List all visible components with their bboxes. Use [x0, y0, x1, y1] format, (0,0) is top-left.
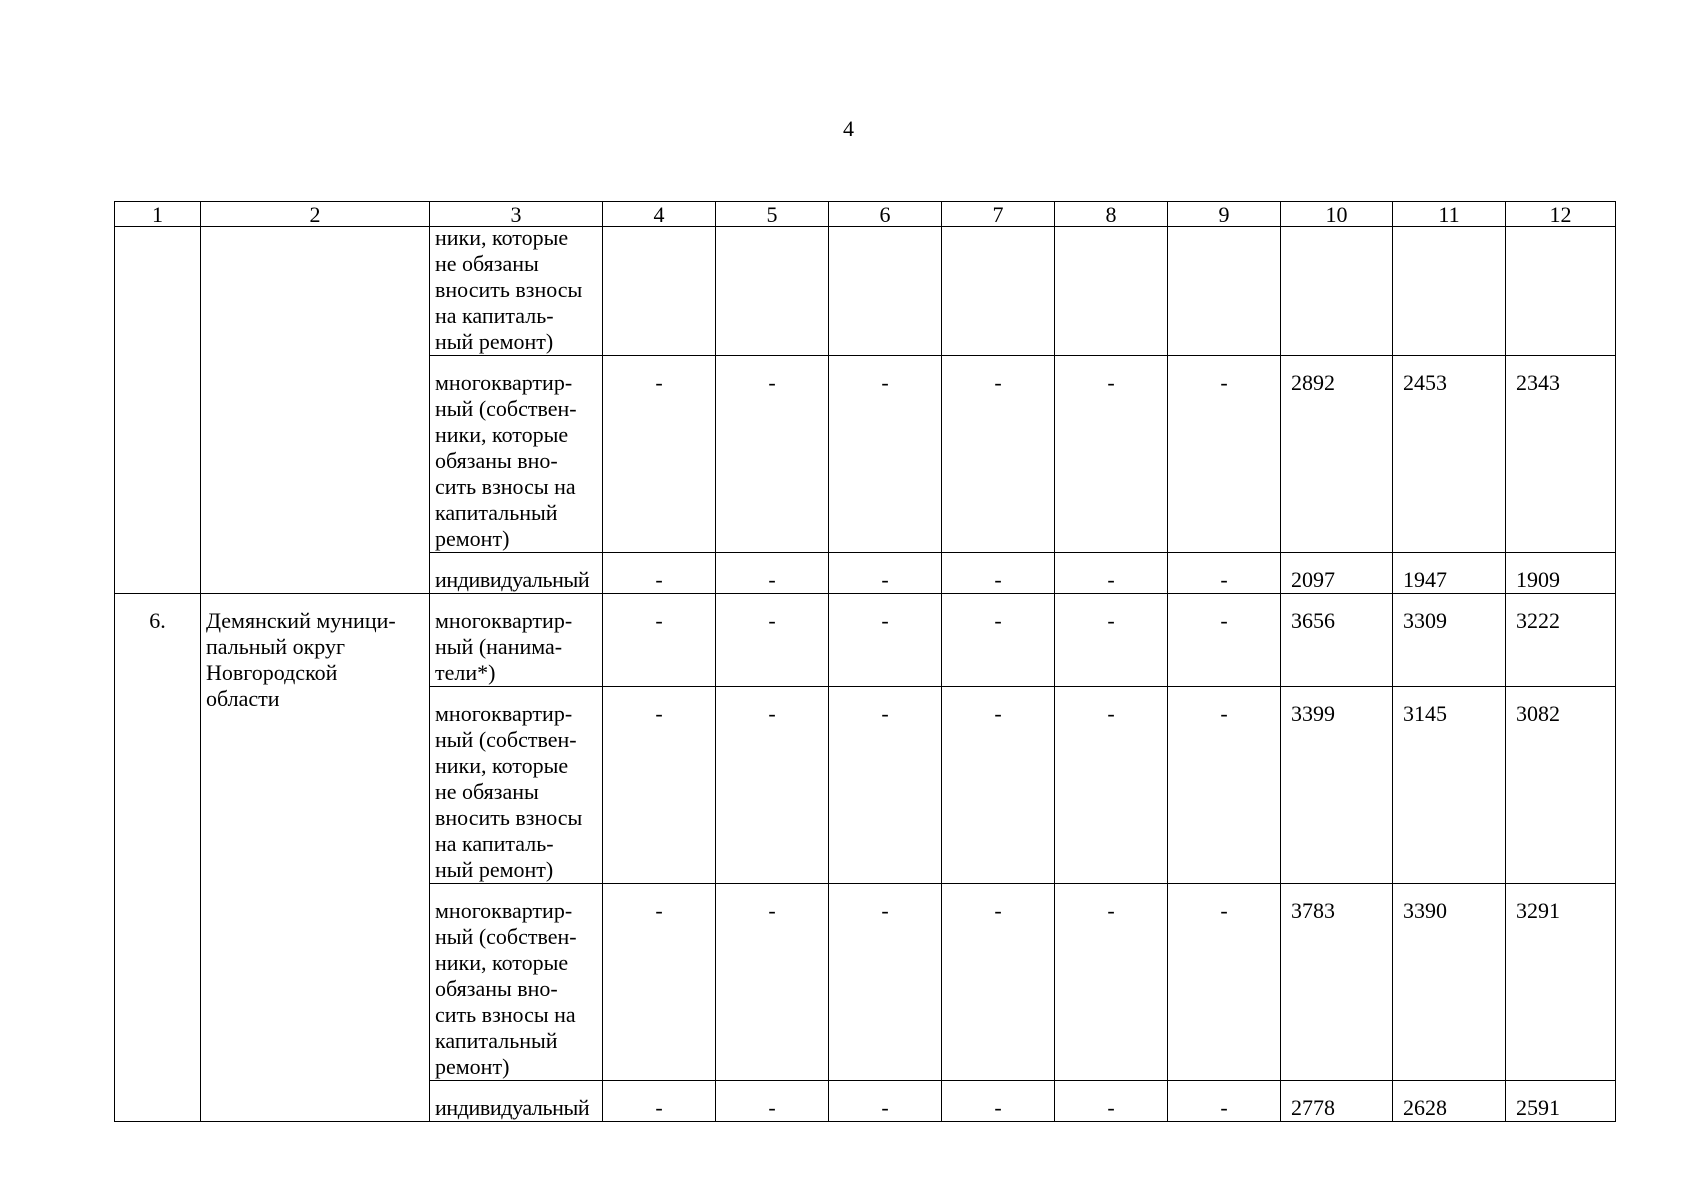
column-header: 3: [430, 202, 603, 227]
value-cell: -: [829, 553, 942, 594]
housing-type-cell: индивидуальный: [430, 1081, 603, 1122]
housing-type-cell: многоквартир- ный (собствен- ники, которые обязаны вно- сить взносы на капитальный ремонт): [430, 884, 603, 1081]
column-header: 5: [716, 202, 829, 227]
value-cell: [1393, 227, 1506, 356]
value-cell: 3145: [1393, 687, 1506, 884]
value-cell: -: [603, 1081, 716, 1122]
value-cell: -: [603, 553, 716, 594]
column-header: 9: [1168, 202, 1281, 227]
value-cell: 2628: [1393, 1081, 1506, 1122]
value-cell: -: [942, 594, 1055, 687]
column-number-row: [115, 202, 1616, 227]
column-header: 12: [1506, 202, 1616, 227]
value-cell: 3222: [1506, 594, 1616, 687]
value-cell: 2343: [1506, 356, 1616, 553]
column-header: 6: [829, 202, 942, 227]
value-cell: -: [716, 884, 829, 1081]
value-cell: 3082: [1506, 687, 1616, 884]
table-row: [115, 227, 1616, 356]
value-cell: -: [1055, 1081, 1168, 1122]
municipality-cell: Демянский муници- пальный округ Новгородской области: [201, 594, 430, 1122]
value-cell: [1168, 227, 1281, 356]
value-cell: -: [942, 687, 1055, 884]
value-cell: [716, 227, 829, 356]
value-cell: -: [1168, 687, 1281, 884]
value-cell: -: [716, 553, 829, 594]
tariff-table: [114, 201, 1616, 1122]
value-cell: -: [1055, 884, 1168, 1081]
table-row: [115, 594, 1616, 687]
value-cell: 1909: [1506, 553, 1616, 594]
value-cell: 1947: [1393, 553, 1506, 594]
value-cell: -: [716, 1081, 829, 1122]
value-cell: -: [942, 884, 1055, 1081]
value-cell: -: [1055, 356, 1168, 553]
housing-type-cell: ники, которые не обязаны вносить взносы на капиталь- ный ремонт): [430, 227, 603, 356]
value-cell: -: [603, 687, 716, 884]
value-cell: 2892: [1281, 356, 1393, 553]
value-cell: -: [1168, 1081, 1281, 1122]
value-cell: [829, 227, 942, 356]
value-cell: 3291: [1506, 884, 1616, 1081]
value-cell: 3399: [1281, 687, 1393, 884]
value-cell: -: [829, 687, 942, 884]
municipality-cell: [201, 227, 430, 594]
value-cell: -: [1168, 553, 1281, 594]
value-cell: 2453: [1393, 356, 1506, 553]
value-cell: -: [1055, 553, 1168, 594]
value-cell: -: [603, 884, 716, 1081]
value-cell: -: [942, 356, 1055, 553]
housing-type-cell: индивидуальный: [430, 553, 603, 594]
value-cell: -: [716, 687, 829, 884]
value-cell: -: [829, 356, 942, 553]
value-cell: -: [829, 884, 942, 1081]
housing-type-cell: многоквартир- ный (собствен- ники, которые не обязаны вносить взносы на капиталь- ный ремонт): [430, 687, 603, 884]
column-header: 1: [115, 202, 201, 227]
value-cell: -: [942, 1081, 1055, 1122]
row-number-cell: 6.: [115, 594, 201, 1122]
column-header: 2: [201, 202, 430, 227]
value-cell: 3656: [1281, 594, 1393, 687]
value-cell: -: [1055, 687, 1168, 884]
value-cell: 2778: [1281, 1081, 1393, 1122]
value-cell: 2097: [1281, 553, 1393, 594]
value-cell: -: [716, 356, 829, 553]
value-cell: -: [1055, 594, 1168, 687]
value-cell: 3783: [1281, 884, 1393, 1081]
column-header: 11: [1393, 202, 1506, 227]
value-cell: -: [829, 594, 942, 687]
column-header: 4: [603, 202, 716, 227]
housing-type-cell: многоквартир- ный (нанима- тели*): [430, 594, 603, 687]
value-cell: 3390: [1393, 884, 1506, 1081]
value-cell: 3309: [1393, 594, 1506, 687]
value-cell: [603, 227, 716, 356]
row-number-cell: [115, 227, 201, 594]
value-cell: [1506, 227, 1616, 356]
column-header: 7: [942, 202, 1055, 227]
value-cell: -: [1168, 356, 1281, 553]
value-cell: -: [1168, 594, 1281, 687]
value-cell: -: [716, 594, 829, 687]
housing-type-cell: многоквартир- ный (собствен- ники, которые обязаны вно- сить взносы на капитальный ремонт): [430, 356, 603, 553]
value-cell: [1055, 227, 1168, 356]
page-number: 4: [843, 116, 854, 141]
value-cell: -: [942, 553, 1055, 594]
value-cell: [1281, 227, 1393, 356]
value-cell: -: [603, 594, 716, 687]
value-cell: -: [829, 1081, 942, 1122]
value-cell: -: [603, 356, 716, 553]
value-cell: -: [1168, 884, 1281, 1081]
value-cell: [942, 227, 1055, 356]
column-header: 10: [1281, 202, 1393, 227]
value-cell: 2591: [1506, 1081, 1616, 1122]
column-header: 8: [1055, 202, 1168, 227]
